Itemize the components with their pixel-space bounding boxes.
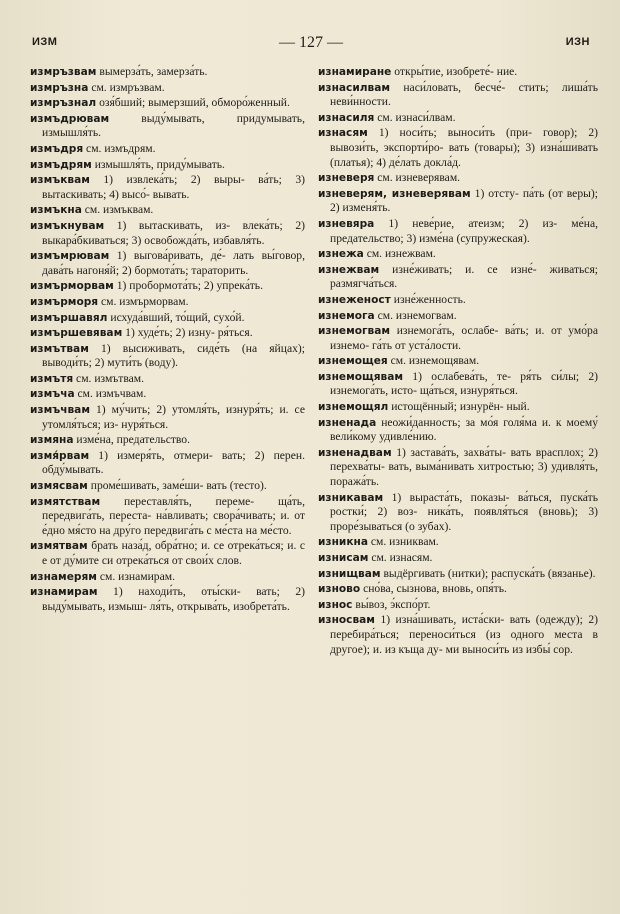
entry-headword: измършавял xyxy=(30,311,108,324)
entry-headword: изнемощял xyxy=(318,401,389,414)
dictionary-entry xyxy=(318,324,598,353)
entry-translation: изне́женность. xyxy=(393,292,466,306)
dictionary-entry xyxy=(30,479,305,494)
entry-headword: измръзна xyxy=(30,81,89,94)
entry-translation: наси́ловать, бесче́- стить; лиша́ть неви́нности. xyxy=(330,80,598,109)
entry-headword: изнамиране xyxy=(318,66,392,78)
dictionary-entry xyxy=(318,535,598,550)
entry-translation: 1) пробормота́ть; 2) упрека́ть. xyxy=(116,279,263,293)
entry-headword: измясвам xyxy=(30,480,88,493)
entry-translation: 1) ослабева́ть, те- ря́ть си́лы; 2) изнемога́ть, исто- ща́ться, изнуря́ться. xyxy=(330,369,598,398)
entry-translation: выдёргивать (нитки); распуска́ть (вязанье). xyxy=(383,566,596,580)
entry-headword: измърморвам xyxy=(30,280,114,293)
right-column xyxy=(318,65,598,658)
entry-translation: см. измръзвам. xyxy=(91,80,165,94)
entry-translation: см. измъдрям. xyxy=(86,141,156,155)
entry-headword: измъкна xyxy=(30,204,82,217)
dictionary-entry xyxy=(318,263,598,292)
entry-headword: измътя xyxy=(30,372,74,385)
entry-translation: откры́тие, изобрете́- ние. xyxy=(394,65,518,78)
entry-translation: 1) измеря́ть, отмери- вать; 2) перен. обду́мывать. xyxy=(42,448,305,477)
entry-translation: 1) отсту- па́ть (от веры); 2) изменя́ть. xyxy=(330,186,598,215)
entry-headword: измятствам xyxy=(30,495,101,508)
entry-translation: исхуда́вший, то́щий, сухо́й. xyxy=(110,310,245,324)
entry-headword: изнисам xyxy=(318,552,369,564)
entry-headword: изнемогвам xyxy=(318,325,391,338)
entry-headword: изнежа xyxy=(318,248,364,261)
dictionary-entry xyxy=(30,585,305,614)
dictionary-entry xyxy=(318,187,598,216)
dictionary-entry xyxy=(318,370,598,399)
entry-translation: 1) носи́ть; выноси́ть (при- говор); 2) вывози́ть, экспорти́ро- вать (товары); 3) изна́шивать (платья); 4) де́лать докла́д. xyxy=(330,126,598,169)
entry-translation: 1) выгова́ривать, де́- лать вы́говор, дава́ть нагоня́й; 2) бормота́ть; тараторить. xyxy=(42,249,305,277)
entry-translation: вымерза́ть, замерза́ть. xyxy=(99,65,208,78)
entry-headword: измъдря xyxy=(30,142,84,155)
entry-headword: изнасиля xyxy=(318,111,375,124)
dictionary-entry xyxy=(318,309,598,324)
entry-headword: изнищвам xyxy=(318,567,381,580)
dictionary-entry xyxy=(30,342,305,371)
entry-headword: изникна xyxy=(318,536,368,549)
entry-translation: изнемога́ть, ослабе- ва́ть; и. от умо́ра изнемо- га́ть от уста́лости. xyxy=(330,324,598,352)
dictionary-entry xyxy=(30,372,305,387)
entry-headword: изненадвам xyxy=(318,446,392,459)
entry-translation: 1) неве́рие, атеизм; 2) из- ме́на, предательство; 3) изме́на (супружеская). xyxy=(330,216,598,245)
entry-translation: 1) находи́ть, оты́ски- вать; 2) выду́мывать, измыш- ля́ть, открыва́ть, изобрета́ть. xyxy=(42,585,305,613)
entry-headword: изненада xyxy=(318,416,377,429)
entry-headword: измръзвам xyxy=(30,66,97,78)
dictionary-entry xyxy=(318,126,598,170)
dictionary-entry xyxy=(30,279,305,294)
dictionary-entry xyxy=(30,203,305,218)
entry-translation: изме́на, предательство. xyxy=(76,433,190,447)
entry-translation: 1) изна́шивать, иста́ски- вать (одежду); 2) перебира́ться; переноси́ться (из одного места в другое); и. из къща ду- ми выноси́ть из избы́ сор. xyxy=(330,613,598,656)
entry-headword: изнеженост xyxy=(318,293,391,306)
entry-headword: измятвам xyxy=(30,540,88,553)
dictionary-entry xyxy=(30,449,305,478)
entry-headword: изнасям xyxy=(318,127,368,140)
entry-translation: 1) застава́ть, захва́ты- вать врасплох; 2) перехва́ты- вать, выма́нивать хитростью; 3) удивля́ть, поража́ть. xyxy=(330,445,598,489)
header-right-guide-word: ИЗН xyxy=(565,36,590,48)
dictionary-entry xyxy=(30,96,305,111)
dictionary-entry xyxy=(318,81,598,110)
entry-translation: см. изнаси́лвам. xyxy=(377,110,456,124)
dictionary-entry xyxy=(30,65,305,80)
dictionary-entry xyxy=(318,598,598,613)
entry-headword: изнасилвам xyxy=(318,81,391,94)
entry-headword: изнемощявам xyxy=(318,370,404,383)
dictionary-entry xyxy=(318,217,598,246)
entry-translation: 1) выраста́ть, показы- ва́ться, пуска́ть ростки́; 2) воз- ника́ть, появля́ться (вновь); 3) проре́зываться (о зубах). xyxy=(330,490,598,533)
page-number: — 127 — xyxy=(279,34,343,51)
dictionary-entry xyxy=(318,416,598,445)
entry-translation: 1) вытаскивать, из- влека́ть; 2) выкара́бкиваться; 3) освобожда́ть, избавля́ть. xyxy=(42,218,305,247)
entry-headword: изнежвам xyxy=(318,263,380,276)
dictionary-entry xyxy=(30,81,305,96)
dictionary-entry xyxy=(318,354,598,369)
entry-translation: изне́живать; и. се изне́- живаться; размягча́ться. xyxy=(330,262,598,291)
dictionary-entry xyxy=(318,582,598,597)
left-column xyxy=(30,65,305,615)
entry-headword: изнемощея xyxy=(318,355,388,368)
dictionary-entry xyxy=(318,247,598,262)
entry-translation: см. изнасям. xyxy=(371,551,433,564)
entry-translation: неожи́данность; за мо́я голя́ма и. к моему́ вели́кому удивле́нию. xyxy=(330,415,598,444)
entry-headword: измъдрям xyxy=(30,158,92,171)
entry-headword: измъмрювам xyxy=(30,250,110,263)
entry-translation: 1) худе́ть; 2) изну- ря́ться. xyxy=(125,326,253,340)
entry-headword: измътвам xyxy=(30,342,89,355)
entry-headword: изнамерям xyxy=(30,570,97,583)
dictionary-entry xyxy=(318,111,598,126)
entry-translation: см. изниквам. xyxy=(370,535,439,549)
entry-translation: измышля́ть, приду́мывать. xyxy=(94,157,225,171)
dictionary-entry xyxy=(30,219,305,248)
dictionary-entry xyxy=(30,326,305,341)
dictionary-entry xyxy=(30,403,305,432)
entry-translation: озя́бший; вымерзший, обморо́женный. xyxy=(99,96,290,110)
header-left-guide-word: ИЗМ xyxy=(32,36,58,48)
entry-headword: измъча xyxy=(30,388,75,401)
entry-translation: 1) высиживать, сиде́ть (на яйцах); выводи́ть; 2) мути́ть (воду). xyxy=(42,341,305,370)
entry-translation: см. изневерявам. xyxy=(377,171,461,185)
entry-headword: изнемога xyxy=(318,309,375,322)
entry-translation: см. изнемогвам. xyxy=(377,308,457,322)
entry-headword: износвам xyxy=(318,614,375,627)
dictionary-entry xyxy=(318,400,598,415)
entry-headword: изново xyxy=(318,583,361,596)
dictionary-entry xyxy=(30,570,305,585)
entry-translation: см. изнежвам. xyxy=(366,247,436,261)
entry-headword: измъдрювам xyxy=(30,112,110,125)
entry-headword: измъчвам xyxy=(30,404,90,417)
entry-headword: измя́рвам xyxy=(30,449,90,462)
dictionary-entry xyxy=(30,112,305,141)
dictionary-entry xyxy=(30,173,305,202)
entry-translation: см. измътвам. xyxy=(76,371,145,385)
entry-headword: измръзнал xyxy=(30,97,97,110)
dictionary-entry xyxy=(30,311,305,326)
entry-translation: переставля́ть, переме- ща́ть, передвига́ть, переста- на́вливать; свора́чивать; и. от е́дно мя́сто на дру́го передвига́ть с ме́ста на ме́сто. xyxy=(42,494,305,537)
entry-headword: измършевявам xyxy=(30,327,123,340)
entry-translation: выду́мывать, придумывать, измышля́ть. xyxy=(42,111,305,140)
entry-headword: изневеря xyxy=(318,172,375,185)
dictionary-entry xyxy=(30,249,305,278)
dictionary-entry xyxy=(318,171,598,186)
entry-headword: измъквам xyxy=(30,174,90,187)
dictionary-entry xyxy=(318,491,598,535)
entry-translation: 1) му́чить; 2) утомля́ть, изнуря́ть; и. се утомля́ться; из- нуря́ться. xyxy=(42,403,305,431)
entry-headword: измъкнувам xyxy=(30,219,105,232)
dictionary-entry xyxy=(318,613,598,657)
dictionary-entry xyxy=(30,158,305,173)
dictionary-entry xyxy=(30,495,305,539)
entry-translation: 1) извлека́ть; 2) выры- ва́ть; 3) вытаскивать; 4) высо́- вывать. xyxy=(42,173,305,201)
page-header xyxy=(32,34,590,54)
entry-translation: см. измъквам. xyxy=(84,203,154,217)
entry-translation: истощённый; изнурён- ный. xyxy=(391,400,530,414)
entry-headword: изневяра xyxy=(318,217,375,230)
entry-headword: изнамирам xyxy=(30,586,98,599)
entry-headword: измяна xyxy=(30,434,74,447)
entry-translation: брать наза́д, обра́тно; и. се отрека́ться; и. с е от ду́мите си отрека́ться от свои́х слов. xyxy=(42,539,305,567)
dictionary-entry xyxy=(318,65,598,80)
dictionary-entry xyxy=(30,433,305,448)
dictionary-entry xyxy=(30,295,305,310)
entry-translation: см. изнемощявам. xyxy=(390,354,480,368)
entry-headword: измърморя xyxy=(30,295,99,308)
entry-translation: сно́ва, сызнова, вновь, опя́ть. xyxy=(363,582,507,596)
dictionary-entry xyxy=(30,142,305,157)
dictionary-entry xyxy=(30,539,305,568)
dictionary-entry xyxy=(318,551,598,566)
entry-translation: см. измъчвам. xyxy=(77,387,147,401)
dictionary-entry xyxy=(30,387,305,402)
entry-translation: см. измърморвам. xyxy=(101,294,189,308)
dictionary-entry xyxy=(318,567,598,582)
entry-translation: вы́воз, э́кспо́рт. xyxy=(355,597,431,611)
entry-headword: изневерям, изневерявам xyxy=(318,187,471,200)
entry-headword: износ xyxy=(318,598,353,611)
entry-translation: проме́шивать, заме́ши- вать (тесто). xyxy=(90,479,267,493)
dictionary-entry xyxy=(318,446,598,490)
entry-headword: изникавам xyxy=(318,491,384,504)
dictionary-entry xyxy=(318,293,598,308)
entry-translation: см. изнамирам. xyxy=(99,569,175,583)
